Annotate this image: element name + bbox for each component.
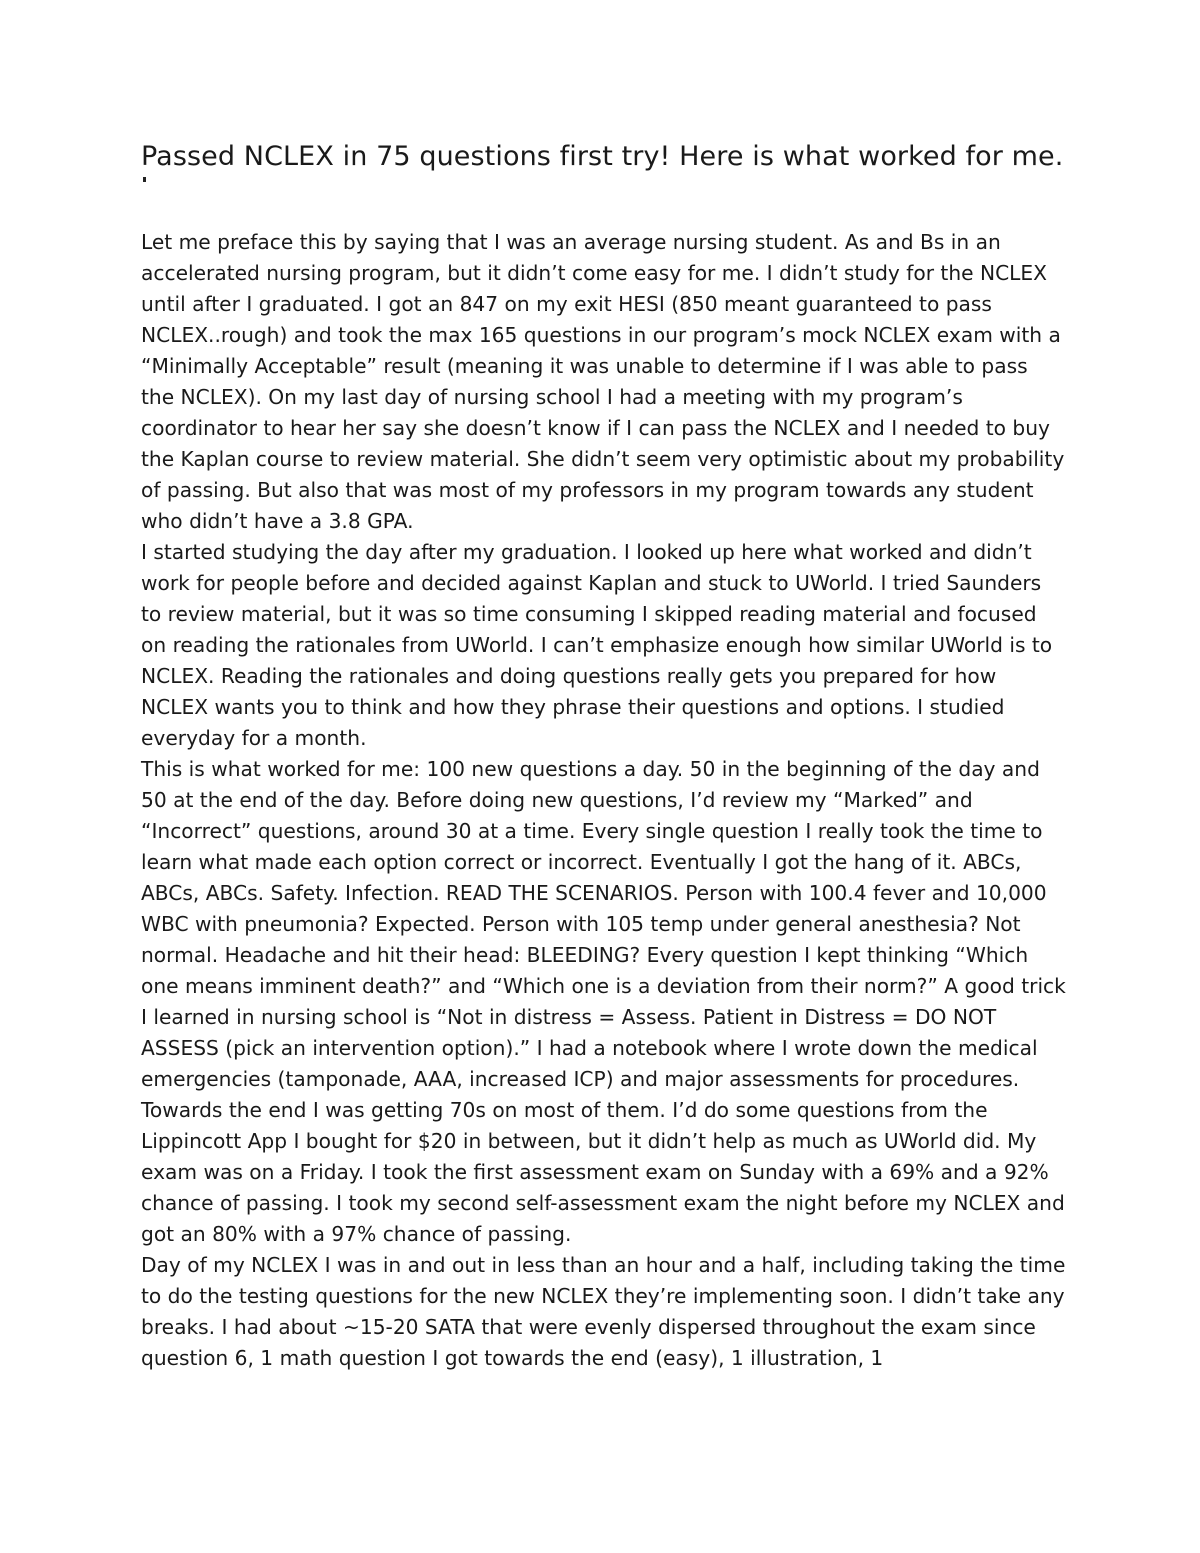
document-body xyxy=(141,227,1066,1374)
paragraph-studying: I started studying the day after my graduation. I looked up here what worked and didn’t work for people before and decided against Kaplan and stuck to UWorld. I tried Saunders to review material, but it was so time consuming I skipped reading material and focused on reading the rationales from UWorld. I can’t emphasize enough how similar UWorld is to NCLEX. Reading the rationales and doing questions really gets you prepared for how NCLEX wants you to think and how they phrase their questions and options. I studied everyday for a month. xyxy=(141,540,1053,750)
stray-mark xyxy=(143,177,146,182)
paragraph-method: This is what worked for me: 100 new questions a day. 50 in the beginning of the day and 50 at the end of the day. Before doing new questions, I’d review my “Marked” and “Incorrect” questions, around 30 at a time. Every single question I really took the time to learn what made each option correct or incorrect. Eventually I got the hang of it. ABCs, ABCs, ABCs. Safety. Infection. READ THE SCENARIOS. Person with 100.4 fever and 10,000 WBC with pneumonia? Expected. Person with 105 temp under general anesthesia? Not normal. Headache and hit their head: BLEEDING? Every question I kept thinking “Which one means imminent death?” and “Which one is a deviation from their norm?” A good trick I learned in nursing school is “Not in distress = Assess. Patient in Distress = DO NOT ASSESS (pick an intervention option).” I had a notebook where I wrote down the medical emergencies (tamponade, AAA, increased ICP) and major assessments for procedures. Towards the end I was getting 70s on most of them. I’d do some questions from the Lippincott App I bought for $20 in between, but it didn’t help as much as UWorld did. My exam was on a Friday. I took the first assessment exam on Sunday with a 69% and a 92% chance of passing. I took my second self-assessment exam the night before my NCLEX and got an 80% with a 97% chance of passing. xyxy=(141,757,1066,1246)
paragraph-exam-day: Day of my NCLEX I was in and out in less than an hour and a half, including taking the time to do the testing questions for the new NCLEX they’re implementing soon. I didn’t take any breaks. I had about ~15-20 SATA that were evenly dispersed throughout the exam since question 6, 1 math question I got towards the end (easy), 1 illustration, 1 xyxy=(141,1253,1066,1370)
document-content xyxy=(141,138,1066,1374)
document-title: Passed NCLEX in 75 questions first try! Here is what worked for me. xyxy=(141,141,1064,172)
paragraph-intro: Let me preface this by saying that I was an average nursing student. As and Bs in an accelerated nursing program, but it didn’t come easy for me. I didn’t study for the NCLEX until after I graduated. I got an 847 on my exit HESI (850 meant guaranteed to pass NCLEX..rough) and took the max 165 questions in our program’s mock NCLEX exam with a “Minimally Acceptable” result (meaning it was unable to determine if I was able to pass the NCLEX). On my last day of nursing school I had a meeting with my program’s coordinator to hear her say she doesn’t know if I can pass the NCLEX and I needed to buy the Kaplan course to review material. She didn’t seem very optimistic about my probability of passing. But also that was most of my professors in my program towards any student who didn’t have a 3.8 GPA. xyxy=(141,230,1065,533)
